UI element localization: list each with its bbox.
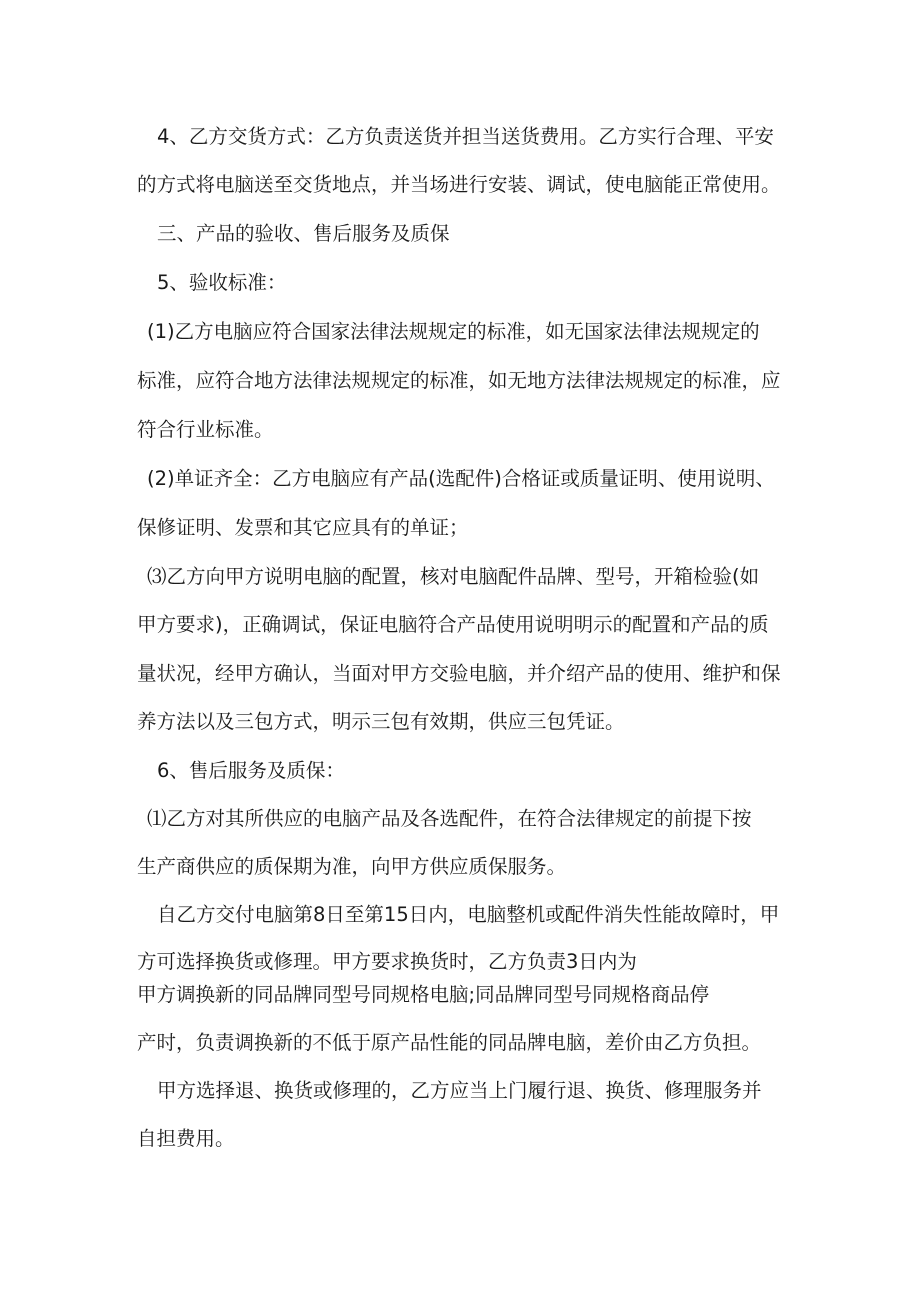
text-line: 方可选择换货或修理。甲方要求换货时，乙方负责3日内为 (137, 950, 637, 973)
text-line: 符合行业标准。 (137, 418, 274, 441)
text-line: 产时，负责调换新的不低于原产品性能的同品牌电脑，差价由乙方负担。 (137, 1031, 762, 1054)
text-line: 自乙方交付电脑第8日至第15日内，电脑整机或配件消失性能故障时，甲 (157, 903, 780, 926)
text-line: ⑶乙方向甲方说明电脑的配置，核对电脑配件品牌、型号，开箱检验(如 (147, 565, 760, 588)
text-line: 甲方选择退、换货或修理的，乙方应当上门履行退、换货、修理服务并 (157, 1079, 762, 1102)
text-line: 甲方调换新的同品牌同型号同规格电脑;同品牌同型号同规格商品停 (137, 983, 710, 1006)
text-line: 标准，应符合地方法律法规规定的标准，如无地方法律法规规定的标准，应 (137, 369, 781, 392)
text-line: (1)乙方电脑应符合国家法律法规规定的标准，如无国家法律法规规定的 (147, 320, 760, 343)
text-line: 保修证明、发票和其它应具有的单证； (137, 516, 469, 539)
text-line: 5、验收标准： (157, 271, 287, 294)
text-line: 量状况，经甲方确认，当面对甲方交验电脑，并介绍产品的使用、维护和保 (137, 662, 781, 685)
text-line: 4、乙方交货方式：乙方负责送货并担当送货费用。乙方实行合理、平安 (157, 125, 774, 148)
section-heading: 三、产品的验收、售后服务及质保 (157, 222, 450, 245)
text-line: 甲方要求)，正确调试，保证电脑符合产品使用说明明示的配置和产品的质 (137, 613, 769, 636)
text-line: ⑴乙方对其所供应的电脑产品及各选配件，在符合法律规定的前提下按 (147, 807, 752, 830)
text-line: 养方法以及三包方式，明示三包有效期，供应三包凭证。 (137, 710, 625, 733)
text-line: 的方式将电脑送至交货地点，并当场进行安装、调试，使电脑能正常使用。 (137, 173, 781, 196)
text-line: 6、售后服务及质保： (157, 759, 345, 782)
text-line: 生产商供应的质保期为准，向甲方供应质保服务。 (137, 855, 567, 878)
text-line: (2)单证齐全：乙方电脑应有产品(选配件)合格证或质量证明、使用说明、 (147, 467, 775, 490)
text-line: 自担费用。 (137, 1127, 235, 1150)
